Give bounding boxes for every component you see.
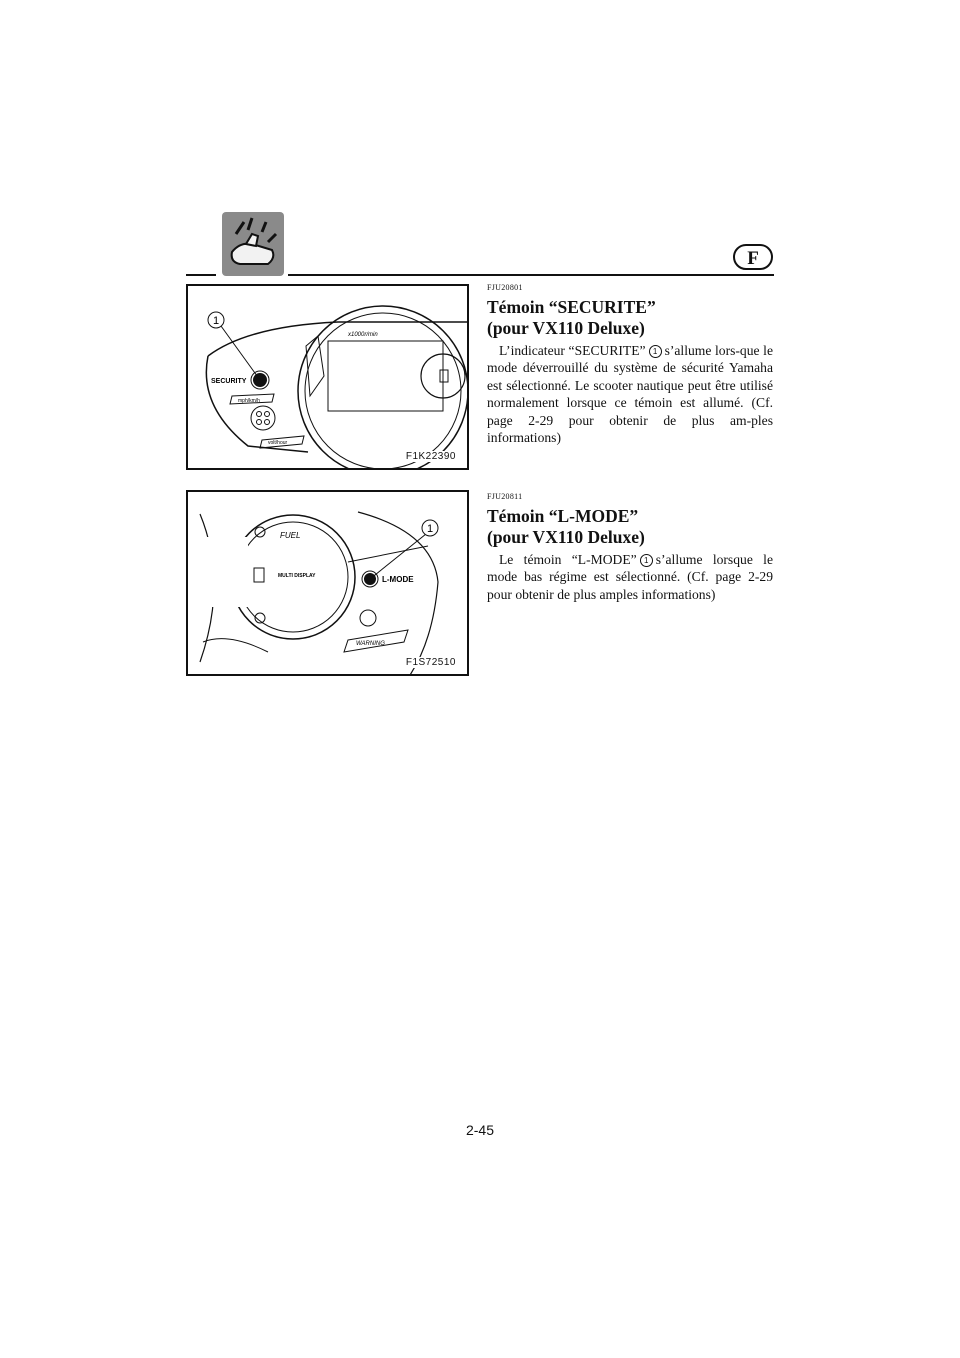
section-title-line2: (pour VX110 Deluxe) <box>487 318 645 338</box>
header-rule-right <box>288 274 774 276</box>
section-code: FJU20811 <box>487 492 523 501</box>
security-label: SECURITY <box>211 378 247 385</box>
lmode-panel-illustration <box>188 492 469 676</box>
figure-code: F1S72510 <box>405 657 456 668</box>
section-title <box>487 297 656 339</box>
figure-lmode-indicator <box>186 490 469 676</box>
callout-marker: 1 <box>640 554 653 567</box>
figure-callout: 1 <box>426 523 434 535</box>
figure-security-indicator <box>186 284 469 470</box>
callout-marker: 1 <box>649 345 662 358</box>
rpm-label: x1000r/min <box>348 332 378 338</box>
body-before: Le témoin “L-MODE” <box>499 552 637 567</box>
section-title <box>487 506 645 548</box>
body-after: s’allume lorsque le mode bas régime est sélectionné. (Cf. page 2-29 pour obtenir de plus amples informations) <box>487 552 773 602</box>
warning-label: WARNING <box>356 641 385 647</box>
chapter-icon <box>222 212 284 276</box>
mph-label: mph/km/h <box>238 398 260 404</box>
figure-callout: 1 <box>212 315 220 327</box>
section-code: FJU20801 <box>487 283 523 292</box>
lmode-label: L-MODE <box>382 575 414 584</box>
fuel-label: FUEL <box>280 531 301 540</box>
page-number: 2-45 <box>465 1122 495 1138</box>
language-badge: F <box>733 244 773 270</box>
body-before: L’indicateur “SECURITE” <box>499 343 646 358</box>
section-body <box>487 551 773 603</box>
section-body <box>487 342 773 446</box>
multi-display-label: MULTI DISPLAY <box>278 573 316 579</box>
section-title-line1: Témoin “L-MODE” <box>487 506 639 526</box>
section-title-line2: (pour VX110 Deluxe) <box>487 527 645 547</box>
header-rule-left <box>186 274 216 276</box>
section-title-line1: Témoin “SECURITE” <box>487 297 656 317</box>
security-panel-illustration <box>188 286 469 470</box>
body-after: s’allume lors-que le mode déverrouillé du système de sécurité Yamaha est sélectionné. Le scooter nautique peut être utilisé normalement lorsque ce témoin est allumé. (Cf. page 2-29 pour obtenir de plus am-ples informations) <box>487 343 773 446</box>
figure-code: F1K22390 <box>405 451 456 462</box>
watercraft-icon <box>222 212 284 276</box>
volt-label: volt/hour <box>268 440 288 446</box>
